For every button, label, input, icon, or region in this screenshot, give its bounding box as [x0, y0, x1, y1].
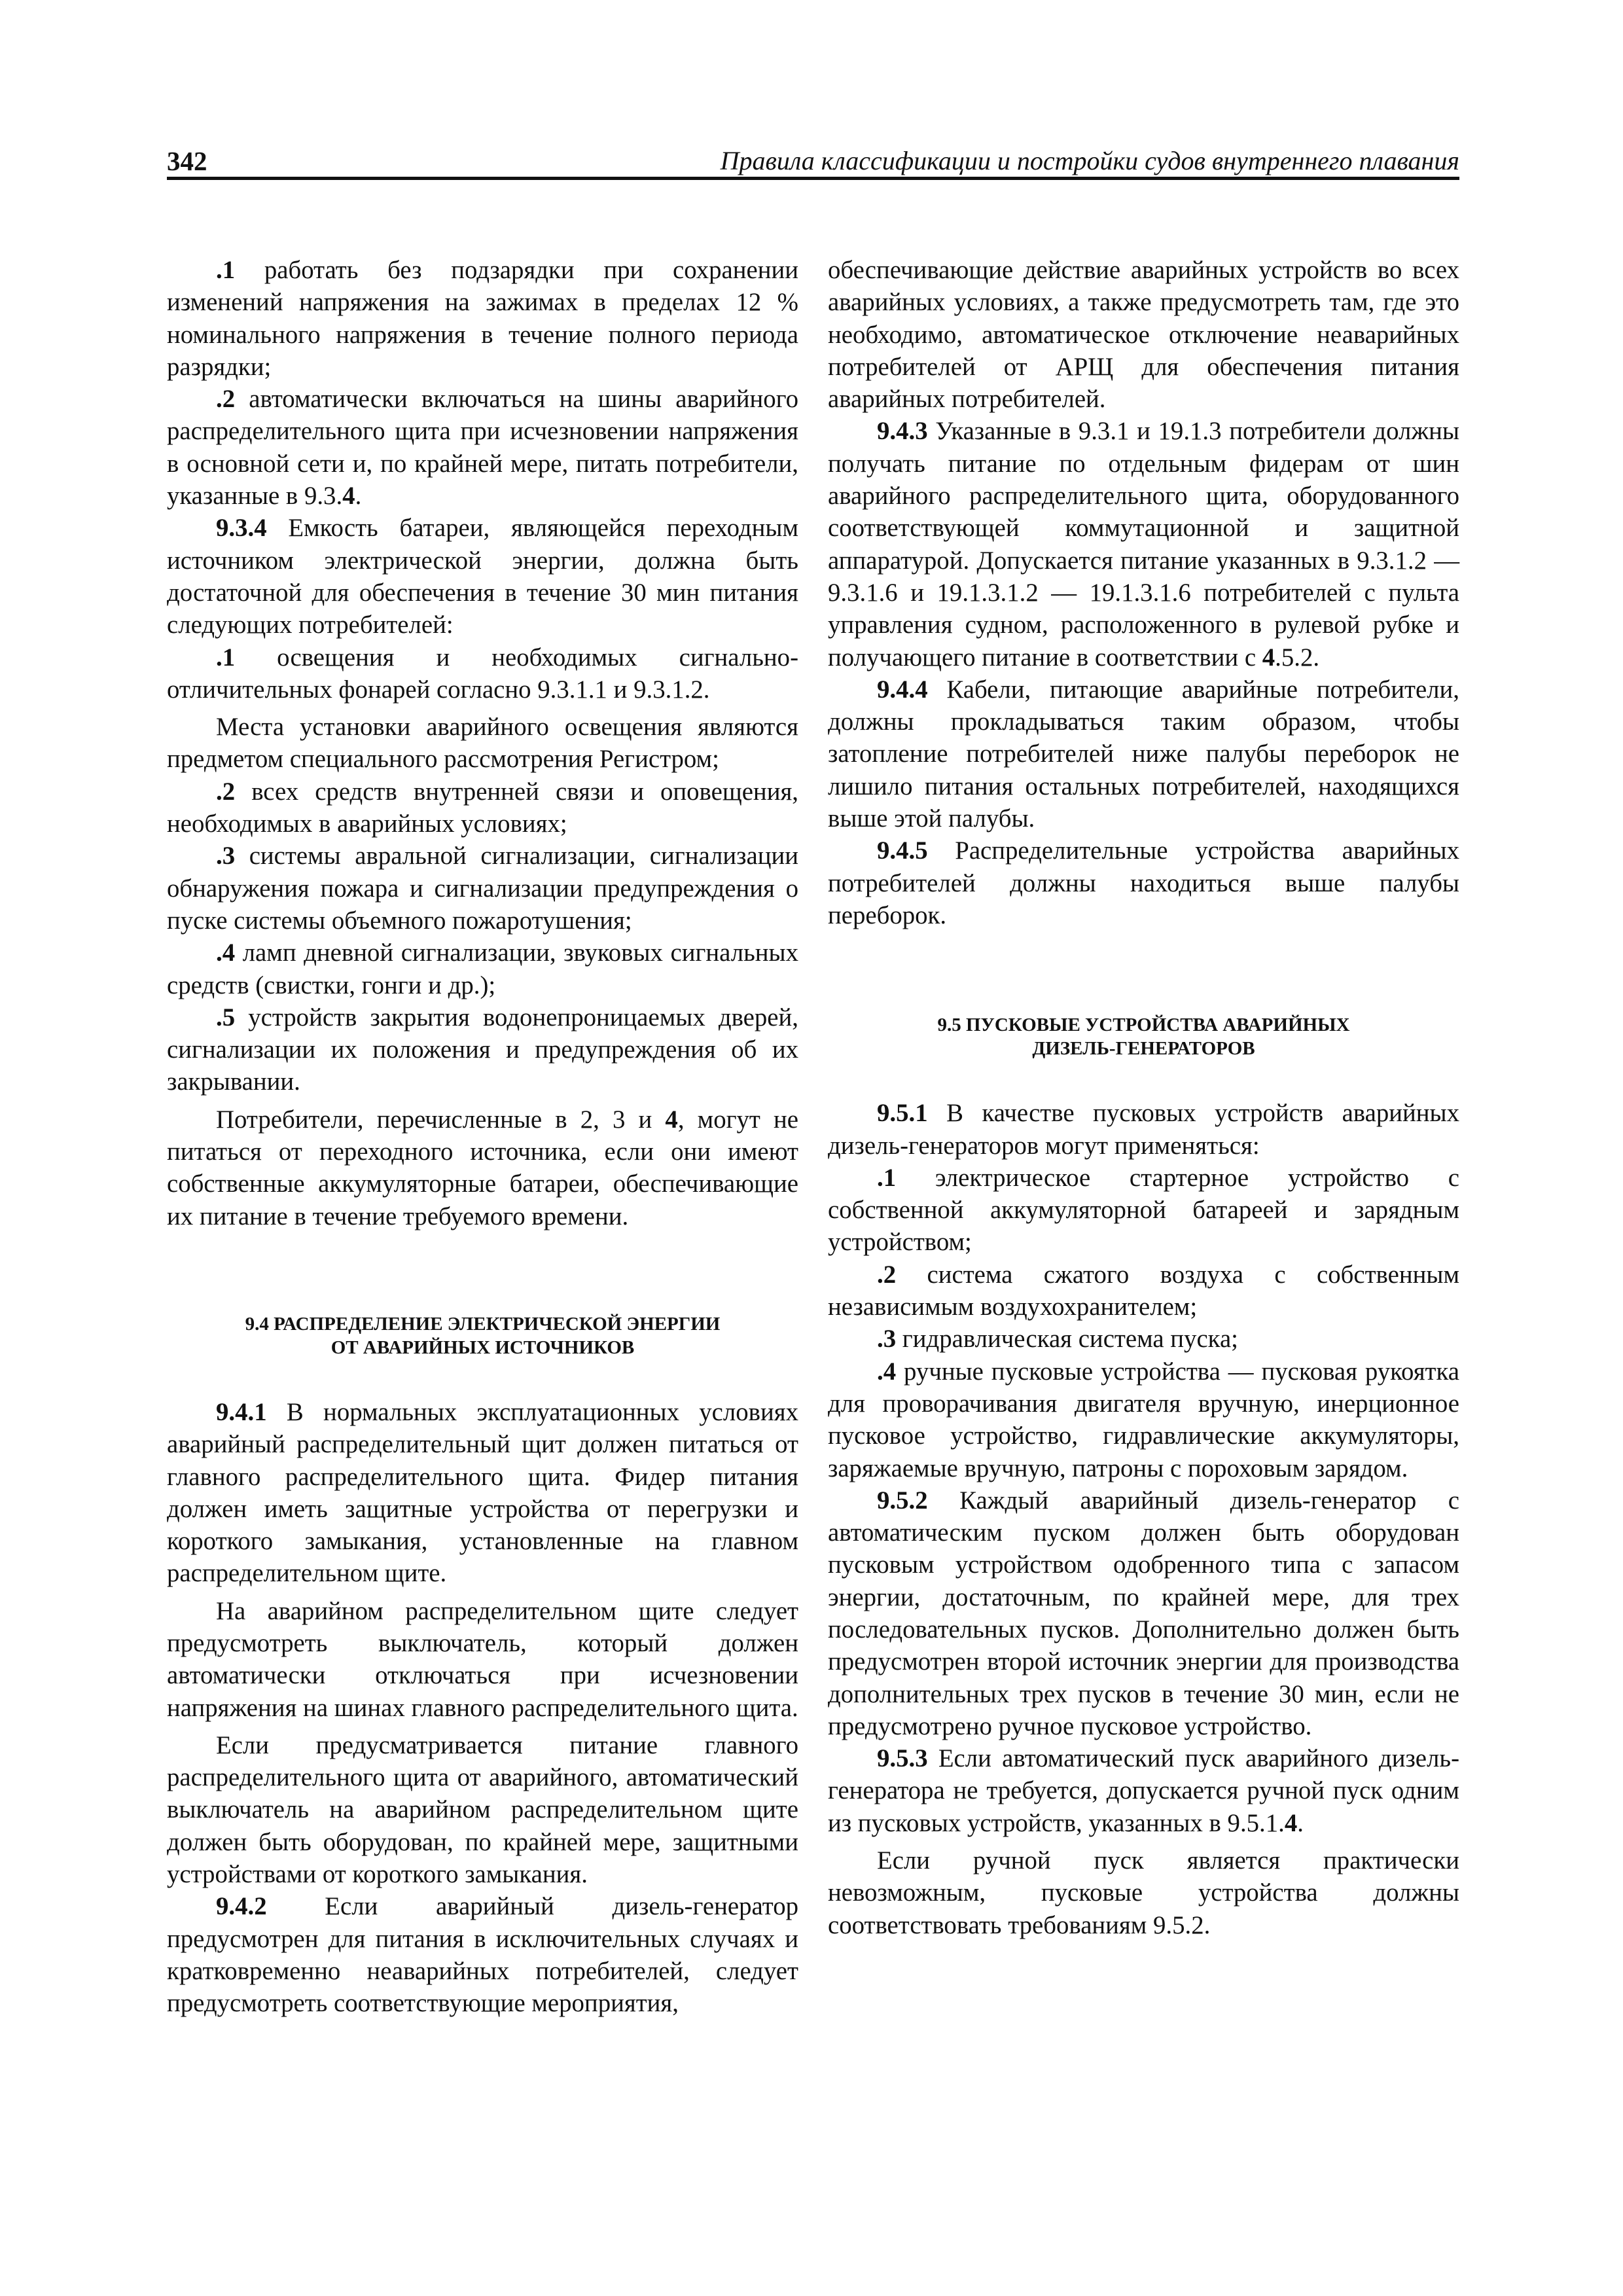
- paragraph: .1 электрическое стартерное устройство с собственной аккумуляторной батареей и зарядным устройством;: [828, 1163, 1459, 1257]
- paragraph: 9.4.3 Указанные в 9.3.1 и 19.1.3 потребители должны получать питание по отдельным фидерам от шин аварийного распределительного щита, оборудованного соответствующей коммутационной и защитной аппаратурой. Допускается питание указанных в 9.3.1.2 — 9.3.1.6 и 19.1.3.1.2 — 19.1.3.1.6 потребителей с пульта управления судном, расположенного в рулевой рубке и получающего питание в соответствии с 4.5.2.: [828, 417, 1459, 672]
- paragraph: 9.4.4 Кабели, питающие аварийные потребители, должны прокладываться таким образом, чтобы затопление потребителей ниже палубы переборок не лишило питания остальных потребителей, находящихся выше этой палубы.: [828, 675, 1459, 833]
- paragraph: .3 системы авральной сигнализации, сигнализации обнаружения пожара и сигнализации предупреждения о пуске системы объемного пожаротушения;: [167, 842, 798, 935]
- paragraph: обеспечивающие действие аварийных устройств во всех аварийных условиях, а также предусмотреть там, где это необходимо, автоматическое отключение неаварийных потребителей от АРЩ для обеспечения питания аварийных потребителей.: [828, 256, 1459, 414]
- paragraph: .1 работать без подзарядки при сохранении изменений напряжения на зажимах в пределах 12 % номинального напряжения в течение полного периода разрядки;: [167, 256, 798, 381]
- section-heading-9-5: 9.5 ПУСКОВЫЕ УСТРОЙСТВА АВАРИЙНЫХ ДИЗЕЛЬ-ГЕНЕРАТОРОВ: [937, 1014, 1350, 1060]
- paragraph: Потребители, перечисленные в 2, 3 и 4, могут не питаться от переходного источника, если они имеют собственные аккумуляторные батареи, обеспечивающие их питание в течение требуемого времени.: [167, 1105, 798, 1230]
- header-rule: [167, 177, 1459, 180]
- paragraph: 9.3.4 Емкость батареи, являющейся переходным источником электрической энергии, должна быть достаточной для обеспечения в течение 30 мин питания следующих потребителей:: [167, 514, 798, 639]
- paragraph: .2 всех средств внутренней связи и оповещения, необходимых в аварийных условиях;: [167, 777, 798, 838]
- paragraph: 9.5.1 В качестве пусковых устройств аварийных дизель-генераторов могут применяться:: [828, 1099, 1459, 1160]
- section-heading-9-4: 9.4 РАСПРЕДЕЛЕНИЕ ЭЛЕКТРИЧЕСКОЙ ЭНЕРГИИ ОТ АВАРИЙНЫХ ИСТОЧНИКОВ: [245, 1313, 721, 1358]
- running-title: Правила классификации и постройки судов внутреннего плавания: [720, 146, 1459, 175]
- paragraph: .4 ламп дневной сигнализации, звуковых сигнальных средств (свистки, гонги и др.);: [167, 939, 798, 999]
- paragraph: 9.5.2 Каждый аварийный дизель-генератор с автоматическим пуском должен быть оборудован пусковым устройством одобренного типа с запасом энергии, достаточным, по крайней мере, для трех последовательных пусков. Дополнительно должен быть предусмотрен второй источник энергии для производства дополнительных трех пусков в течение 30 мин, если не предусмотрено ручное пусковое устройство.: [828, 1486, 1459, 1740]
- paragraph: .3 гидравлическая система пуска;: [877, 1325, 1238, 1354]
- right-column: [828, 254, 1459, 1941]
- paragraph: .5 устройств закрытия водонепроницаемых дверей, сигнализации их положения и предупреждения об их закрывании.: [167, 1003, 798, 1096]
- paragraph: 9.4.2 Если аварийный дизель-генератор предусмотрен для питания в исключительных случаях и кратковременно неаварийных потребителей, следует предусмотреть соответствующие мероприятия,: [167, 1892, 798, 2018]
- paragraph: Если предусматривается питание главного распределительного щита от аварийного, автоматический выключатель на аварийном распределительном щите должен быть оборудован, по крайней мере, защитными устройствами от короткого замыкания.: [167, 1731, 798, 1889]
- paragraph: .2 система сжатого воздуха с собственным независимым воздухохранителем;: [828, 1260, 1459, 1321]
- paragraph: На аварийном распределительном щите следует предусмотреть выключатель, который должен автоматически отключаться при исчезновении напряжения на шинах главного распределительного щита.: [167, 1596, 798, 1722]
- paragraph: Если ручной пуск является практически невозможным, пусковые устройства должны соответствовать требованиям 9.5.2.: [828, 1846, 1459, 1939]
- paragraph: .2 автоматически включаться на шины аварийного распределительного щита при исчезновении напряжения в основной сети и, по крайней мере, питать потребители, указанные в 9.3.4.: [167, 385, 798, 511]
- left-column: [167, 254, 798, 2020]
- page-header: [167, 143, 1459, 179]
- paragraph: 9.4.5 Распределительные устройства аварийных потребителей должны находиться выше палубы переборок.: [828, 836, 1459, 929]
- paragraph: .1 освещения и необходимых сигнально-отличительных фонарей согласно 9.3.1.1 и 9.3.1.2.: [167, 643, 798, 704]
- page-number: 342: [167, 146, 207, 176]
- paragraph: 9.4.1 В нормальных эксплуатационных условиях аварийный распределительный щит должен питаться от главного распределительного щита. Фидер питания должен иметь защитные устройства от перегрузки и короткого замыкания, установленные на главном распределительном щите.: [167, 1397, 798, 1588]
- paragraph: 9.5.3 Если автоматический пуск аварийного дизель-генератора не требуется, допускается ручной пуск одним из пусковых устройств, указанных в 9.5.1.4.: [828, 1744, 1459, 1837]
- paragraph: .4 ручные пусковые устройства — пусковая рукоятка для проворачивания двигателя вручную, инерционное пусковое устройство, гидравлические аккумуляторы, заряжаемые вручную, патроны с пороховым зарядом.: [828, 1357, 1459, 1482]
- paragraph: Места установки аварийного освещения являются предметом специального рассмотрения Регистром;: [167, 713, 798, 774]
